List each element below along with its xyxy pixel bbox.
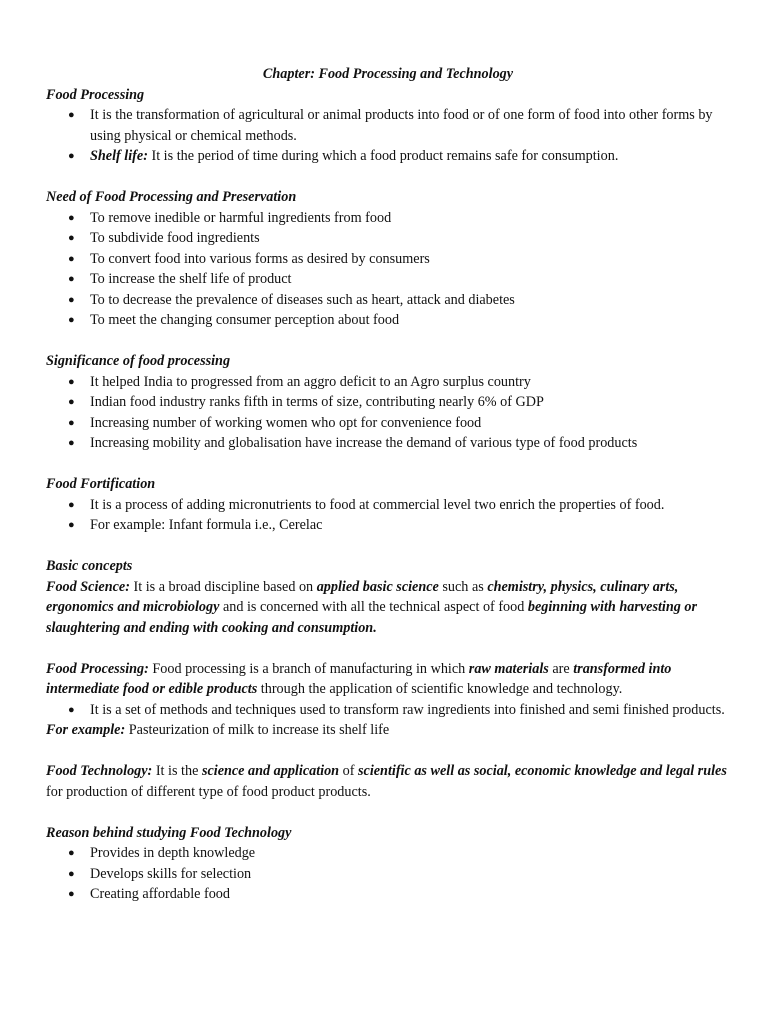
food-technology-paragraph: Food Technology: It is the science and application of scientific as well as social, economic knowledge and legal rules for production of different type of food product products. bbox=[46, 763, 727, 800]
bullet-icon: ● bbox=[68, 416, 75, 429]
bullet-icon: ● bbox=[68, 498, 75, 511]
bullet-icon: ● bbox=[68, 109, 75, 121]
significance-list bbox=[46, 372, 730, 454]
food-processing-heading: Food Processing bbox=[46, 86, 145, 103]
basic-concepts-heading: Basic concepts bbox=[46, 558, 133, 574]
fortification-heading: Food Fortification bbox=[46, 476, 156, 492]
food-processing-def-list bbox=[46, 700, 730, 721]
list-item: ● For example: Infant formula i.e., Cerelac bbox=[46, 515, 730, 536]
bullet-icon: ● bbox=[68, 211, 75, 224]
shelf-life-text: It is the period of time during which a food product remains safe for consumption. bbox=[147, 148, 619, 164]
list-item: ● Increasing mobility and globalisation have increase the demand of various type of food products bbox=[46, 433, 730, 454]
bullet-icon: ● bbox=[68, 293, 75, 306]
food-science-paragraph: Food Science: It is a broad discipline based on applied basic science such as chemistry, physics, culinary arts, ergonomics and microbiology and is concerned with all the technical aspect of food beginning with harvesting or slaughtering and ending with cooking and consumption. bbox=[46, 578, 697, 636]
bullet-icon: ● bbox=[68, 232, 75, 244]
example-line: For example: Pasteurization of milk to increase its shelf life bbox=[46, 722, 390, 738]
bullet-icon: ● bbox=[68, 847, 75, 859]
list-item: ● To to decrease the prevalence of diseases such as heart, attack and diabetes bbox=[46, 290, 730, 311]
list-item: ● It is a set of methods and techniques used to transform raw ingredients into finished and semi finished products. bbox=[46, 700, 730, 721]
bullet-icon: ● bbox=[68, 867, 75, 880]
document-page bbox=[46, 64, 730, 905]
bullet-icon: ● bbox=[68, 519, 75, 531]
significance-heading: Significance of food processing bbox=[46, 353, 231, 369]
bullet-icon: ● bbox=[68, 396, 75, 408]
chapter-title: Chapter: Food Processing and Technology bbox=[262, 66, 514, 82]
need-heading: Need of Food Processing and Preservation bbox=[46, 189, 297, 205]
bullet-icon: ● bbox=[68, 437, 75, 449]
food-processing-paragraph: Food Processing: Food processing is a branch of manufacturing in which raw materials are transformed into intermediate food or edible products through the application of scientific knowledge and technology. bbox=[46, 660, 672, 697]
list-item: ● Develops skills for selection bbox=[46, 864, 730, 885]
list-item: ● It helped India to progressed from an aggro deficit to an Agro surplus country bbox=[46, 372, 730, 393]
list-item: ● To remove inedible or harmful ingredients from food bbox=[46, 208, 730, 229]
list-item: ● Creating affordable food bbox=[46, 884, 730, 905]
bullet-icon: ● bbox=[68, 314, 75, 326]
list-item: ● To increase the shelf life of product bbox=[46, 269, 730, 290]
fortification-list bbox=[46, 495, 730, 536]
list-item: ● To meet the changing consumer perception about food bbox=[46, 310, 730, 331]
need-list bbox=[46, 208, 730, 331]
bullet-icon: ● bbox=[68, 375, 75, 388]
list-item: ● To subdivide food ingredients bbox=[46, 228, 730, 249]
reason-heading: Reason behind studying Food Technology bbox=[46, 824, 292, 841]
shelf-life-label: Shelf life: bbox=[90, 148, 148, 164]
bullet-icon: ● bbox=[68, 252, 75, 265]
bullet-icon: ● bbox=[68, 703, 75, 716]
list-item bbox=[46, 146, 730, 167]
list-item: ● It is the transformation of agricultural or animal products into food or of one form of food into other forms by using physical or chemical methods. bbox=[68, 107, 713, 144]
food-processing-list bbox=[46, 105, 730, 167]
list-item: ● Increasing number of working women who opt for convenience food bbox=[46, 413, 730, 434]
list-item: ● Indian food industry ranks fifth in terms of size, contributing nearly 6% of GDP bbox=[46, 392, 730, 413]
list-item: ● Provides in depth knowledge bbox=[46, 843, 730, 864]
reason-list bbox=[46, 843, 730, 905]
bullet-icon: ● bbox=[68, 273, 75, 285]
bullet-icon: ● bbox=[68, 150, 75, 162]
list-item: ● It is a process of adding micronutrients to food at commercial level two enrich the properties of food. bbox=[46, 495, 730, 516]
bullet-icon: ● bbox=[68, 888, 75, 900]
list-item: ● To convert food into various forms as desired by consumers bbox=[46, 249, 730, 270]
